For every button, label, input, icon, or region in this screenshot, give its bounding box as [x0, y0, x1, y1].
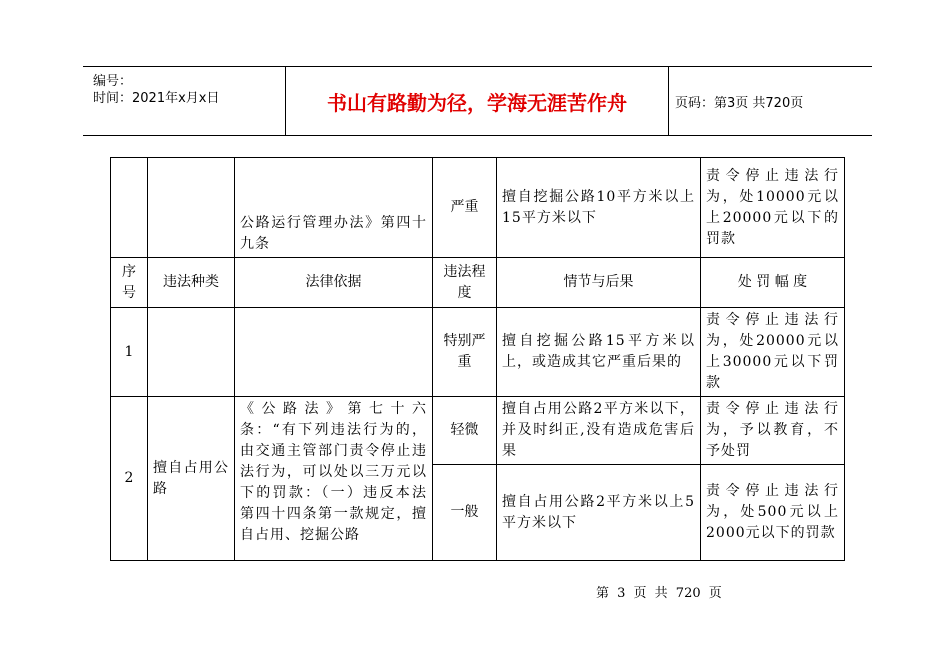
- table-cell: [148, 308, 235, 397]
- circumstance-cell: 擅自占用公路2平方米以下，并及时纠正,没有造成危害后果: [497, 397, 701, 465]
- law-basis-cell: 《公路法》第七十六条：“有下列违法行为的，由交通主管部门责令停止违法行为，可以处以三万元以下的罚款：（一）违反本法第四十四条第一款规定，擅自占用、挖掘公路: [235, 397, 433, 561]
- col-header-basis: 法律依据: [235, 258, 433, 308]
- col-header-circumstance: 情节与后果: [497, 258, 701, 308]
- penalty-table: [110, 157, 845, 561]
- table-cell: [111, 158, 148, 258]
- violation-type-cell: 擅自占用公路: [148, 397, 235, 561]
- penalty-cell: 责令停止违法行为，处10000元以上20000元以下的罚款: [701, 158, 845, 258]
- law-basis-cell: 公路运行管理办法》第四十九条: [235, 158, 433, 258]
- col-header-no: 序号: [111, 258, 148, 308]
- penalty-cell: 责令停止违法行为，予以教育，不予处罚: [701, 397, 845, 465]
- degree-cell: 轻微: [433, 397, 497, 465]
- number-label: 编号：: [93, 74, 133, 89]
- table-row: [111, 397, 845, 465]
- header-divider: [668, 67, 669, 135]
- col-header-type: 违法种类: [148, 258, 235, 308]
- table-cell: [148, 158, 235, 258]
- page-header: [83, 66, 872, 136]
- table-row: [111, 308, 845, 397]
- degree-cell: 特别严重: [433, 308, 497, 397]
- degree-cell: 一般: [433, 465, 497, 561]
- date-label: 时间：2021年x月x日: [93, 91, 220, 106]
- table-cell: [235, 308, 433, 397]
- header-page-info: 页码：第3页 共720页: [675, 95, 804, 111]
- row-number: 1: [111, 308, 148, 397]
- row-number: 2: [111, 397, 148, 561]
- penalty-cell: 责令停止违法行为，处20000元以上30000元以下罚款: [701, 308, 845, 397]
- header-meta: [93, 73, 219, 107]
- table-row: [111, 158, 845, 258]
- penalty-cell: 责令停止违法行为，处500元以上2000元以下的罚款: [701, 465, 845, 561]
- header-motto: 书山有路勤为径，学海无涯苦作舟: [327, 90, 627, 115]
- header-row: [111, 258, 845, 308]
- circumstance-cell: 擅自占用公路2平方米以上5平方米以下: [497, 465, 701, 561]
- page-footer: 第 3 页 共 720 页: [596, 586, 722, 601]
- degree-cell: 严重: [433, 158, 497, 258]
- col-header-penalty: 处 罚 幅 度: [701, 258, 845, 308]
- col-header-degree: 违法程度: [433, 258, 497, 308]
- circumstance-cell: 擅自挖掘公路15平方米以上，或造成其它严重后果的: [497, 308, 701, 397]
- circumstance-cell: 擅自挖掘公路10平方米以上15平方米以下: [497, 158, 701, 258]
